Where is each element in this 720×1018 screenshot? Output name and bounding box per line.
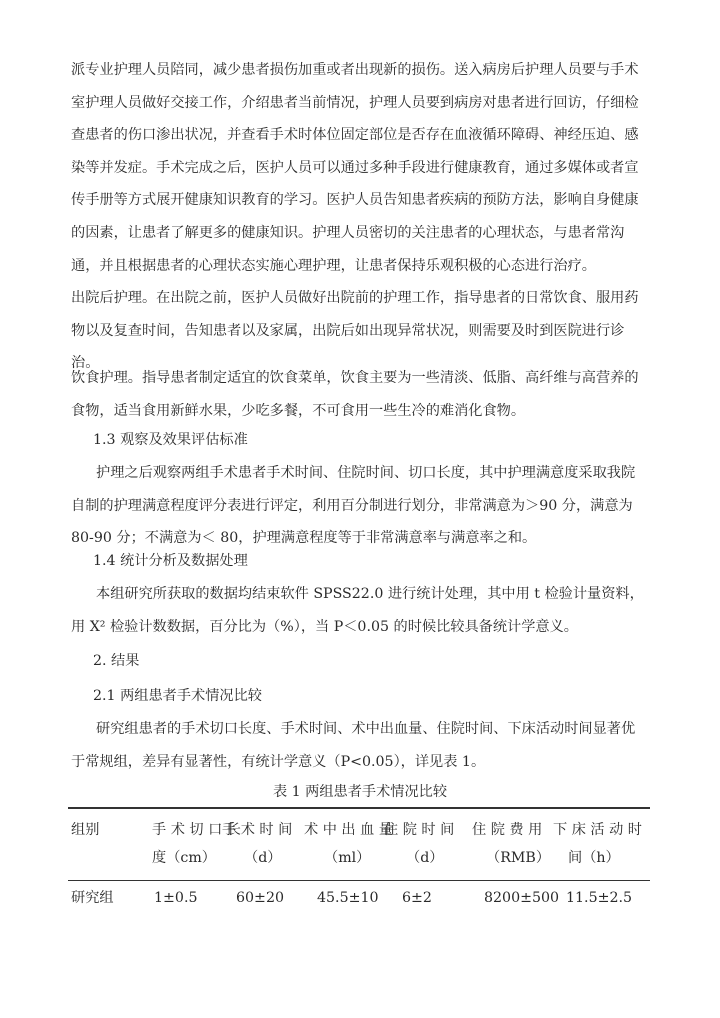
table-top-rule — [68, 807, 650, 809]
section-heading-2: 2. 结果 — [93, 653, 140, 669]
paragraph-evaluation — [71, 457, 651, 555]
section-heading-1-4: 1.4 统计分析及数据处理 — [93, 553, 248, 569]
table-header-rule — [68, 880, 650, 881]
paragraph-results — [71, 713, 651, 778]
header-incision: 手 术 切 口 长 — [152, 822, 241, 838]
text-line: 饮食护理。指导患者制定适宜的饮食菜单，饮食主要为一些清淡、低脂、高纤维与高营养的 — [71, 370, 639, 386]
text-line: 出院后护理。在出院之前，医护人员做好出院前的护理工作，指导患者的日常饮食、服用药 — [71, 290, 639, 306]
cell-stay: 6±2 — [402, 890, 432, 906]
cell-cost: 8200±500 — [484, 890, 560, 906]
text-line: 本组研究所获取的数据均结束软件 SPSS22.0 进行统计处理，其中用 t 检验计量资料， — [96, 586, 644, 602]
header-stay-unit: （d） — [406, 850, 444, 866]
table-caption: 表 1 两组患者手术情况比较 — [272, 784, 448, 800]
header-optime-unit: （d） — [244, 850, 282, 866]
header-ambulation: 下 床 活 动 时 — [553, 822, 642, 838]
text-line: 研究组患者的手术切口长度、手术时间、术中出血量、住院时间、下床活动时间显著优 — [96, 721, 636, 737]
text-line: 护理之后观察两组手术患者手术时间、住院时间、切口长度，其中护理满意度采取我院 — [96, 465, 636, 481]
text-line: 于常规组，差异有显著性，有统计学意义（P<0.05），详见表 1。 — [71, 753, 486, 770]
text-line: 的因素，让患者了解更多的健康知识。护理人员密切的关注患者的心理状态，与患者常沟 — [71, 224, 625, 241]
header-cost: 住 院 费 用 — [472, 822, 543, 838]
header-blood-loss-unit: （ml） — [324, 850, 371, 866]
text-line: 室护理人员做好交接工作，介绍患者当前情况，护理人员要到病房对患者进行回访，仔细检 — [71, 94, 639, 111]
cell-incision: 1±0.5 — [154, 890, 198, 906]
cell-optime: 60±20 — [236, 890, 284, 906]
text-line: 自制的护理满意程度评分表进行评定，利用百分制进行划分，非常满意为＞90 分，满意为 — [71, 497, 633, 514]
header-stay: 住 院 时 间 — [384, 822, 455, 838]
section-heading-1-3: 1.3 观察及效果评估标准 — [93, 432, 248, 448]
text-line: 查患者的伤口渗出状况，并查看手术时体位固定部位是否存在血液循环障碍、神经压迫、感 — [71, 127, 639, 144]
text-line: 染等并发症。手术完成之后，医护人员可以通过多种手段进行健康教育，通过多媒体或者宣 — [71, 159, 639, 176]
header-incision-unit: 度（cm） — [152, 850, 216, 866]
cell-group: 研究组 — [71, 890, 114, 906]
text-line: 80-90 分；不满意为＜ 80，护理满意程度等于非常满意率与满意率之和。 — [71, 530, 537, 547]
paragraph-postop-care — [71, 54, 651, 282]
header-blood-loss: 术 中 出 血 量 — [304, 822, 393, 838]
text-line: 传手册等方式展开健康知识教育的学习。医护人员告知患者疾病的预防方法，影响自身健康 — [71, 192, 639, 209]
text-line: 通，并且根据患者的心理状态实施心理护理，让患者保持乐观积极的心态进行治疗。 — [71, 257, 596, 274]
header-optime: 手 术 时 间 — [222, 822, 293, 838]
header-ambulation-unit: 间（h） — [568, 850, 620, 866]
text-line: 派专业护理人员陪同，减少患者损伤加重或者出现新的损伤。送入病房后护理人员要与手术 — [71, 62, 639, 78]
text-line: 食物，适当食用新鲜水果，少吃多餐，不可食用一些生冷的难消化食物。 — [71, 402, 526, 419]
cell-ambulation: 11.5±2.5 — [566, 890, 633, 906]
section-heading-2-1: 2.1 两组患者手术情况比较 — [93, 688, 262, 704]
cell-blood-loss: 45.5±10 — [317, 890, 379, 906]
header-cost-unit: （RMB） — [486, 850, 551, 866]
paragraph-statistics — [71, 578, 651, 643]
paragraph-diet-care — [71, 362, 651, 427]
text-line: 治。 — [71, 355, 100, 372]
text-line: 用 X² 检验计数数据，百分比为（%），当 P＜0.05 的时候比较具备统计学意义。 — [71, 618, 578, 635]
text-line: 物以及复查时间，告知患者以及家属，出院后如出现异常状况，则需要及时到医院进行诊 — [71, 322, 625, 339]
header-group: 组别 — [71, 822, 100, 838]
